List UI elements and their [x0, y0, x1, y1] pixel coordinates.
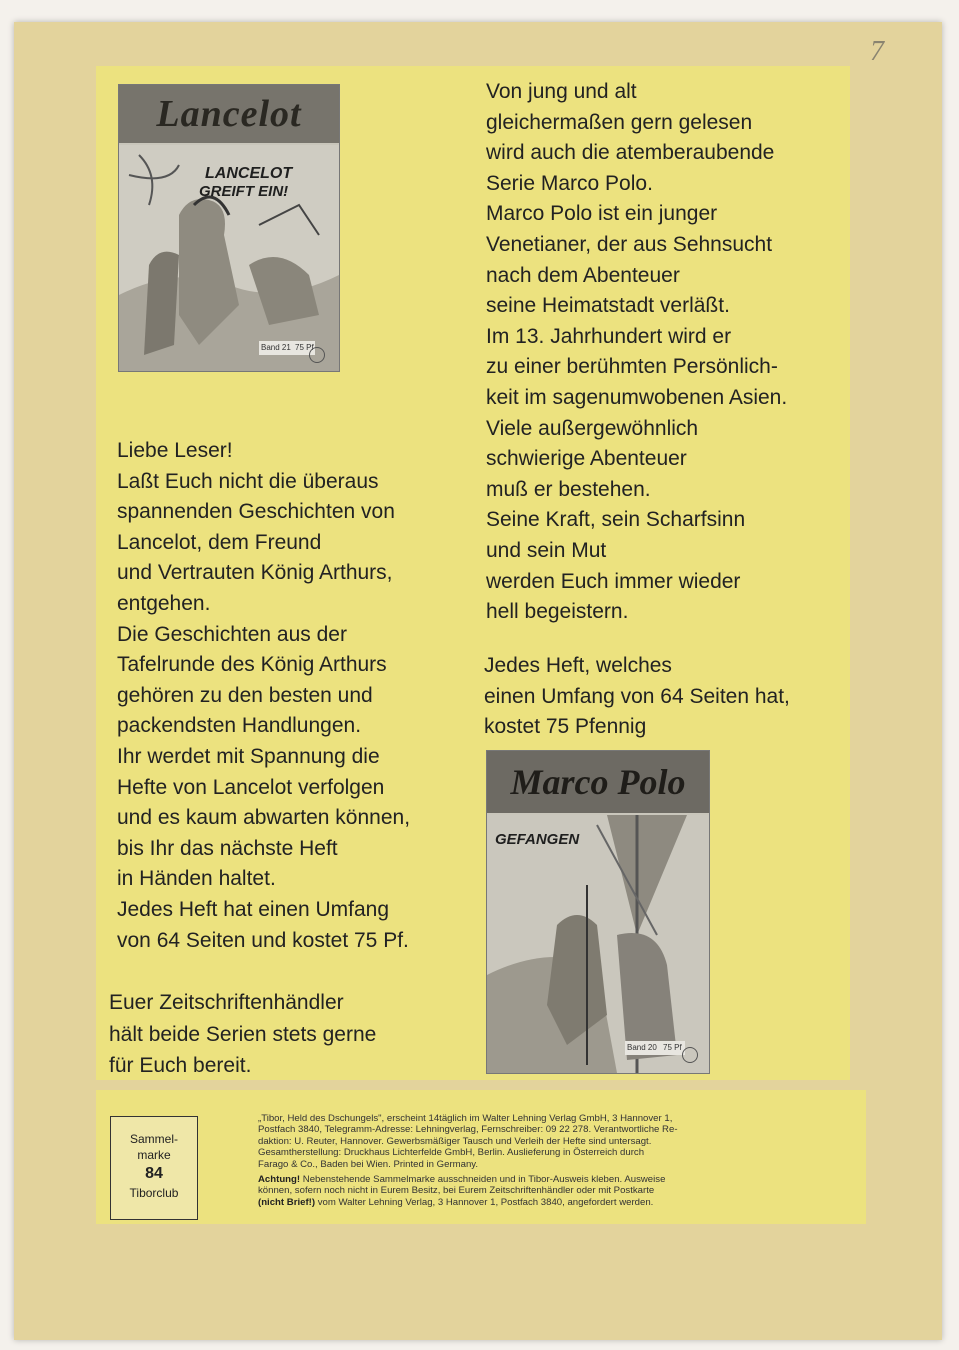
lancelot-headline-1: LANCELOT	[205, 165, 293, 182]
marco-polo-price: 75 Pf	[663, 1043, 682, 1052]
stamp-number: 84	[145, 1165, 163, 1182]
lancelot-band-label: Band 21	[261, 343, 291, 352]
text-line: gehören zu den besten und	[117, 683, 373, 707]
text-line: Viele außergewöhnlich	[486, 416, 699, 440]
notice-bold-paren: (nicht Brief!)	[258, 1196, 316, 1208]
text-line: gleichermaßen gern gelesen	[486, 110, 753, 134]
imprint-line: Farago & Co., Baden bei Wien. Printed in Germany.	[258, 1158, 479, 1170]
text-line: von 64 Seiten und kostet 75 Pf.	[117, 928, 409, 952]
text-line: spannenden Geschichten von	[117, 500, 395, 524]
lancelot-price-icon	[309, 347, 325, 363]
text-line: Serie Marco Polo.	[486, 171, 653, 195]
marco-polo-cover-image	[486, 750, 710, 1074]
marco-polo-illustration	[487, 815, 709, 1073]
notice-bold-start: Achtung!	[258, 1174, 301, 1185]
text-line: für Euch bereit.	[109, 1054, 252, 1077]
text-line: Seine Kraft, sein Scharfsinn	[486, 508, 746, 532]
lancelot-logo: Lancelot	[119, 85, 339, 143]
lancelot-description	[117, 436, 410, 956]
text-line: werden Euch immer wieder	[486, 569, 741, 593]
text-line: Laßt Euch nicht die überaus	[117, 469, 379, 493]
text-line: hält beide Serien stets gerne	[109, 1022, 377, 1046]
text-line: in Händen haltet.	[117, 867, 276, 891]
marco-polo-logo: Marco Polo	[487, 751, 709, 813]
text-line: muß er bestehen.	[486, 477, 651, 501]
text-line: zu einer berühmten Persönlich-	[486, 355, 778, 379]
imprint-line: daktion: U. Reuter, Hannover. Gewerbsmäßiger Tausch und Verleih der Hefte sind untersagt.	[258, 1135, 652, 1147]
collector-notice	[258, 1174, 665, 1208]
text-line: Jedes Heft, welches	[484, 654, 672, 677]
text-line: Die Geschichten aus der	[117, 622, 347, 646]
marco-polo-band-label: Band 20	[627, 1043, 657, 1052]
text-line: kostet 75 Pfennig	[484, 715, 647, 739]
imprint-line: „Tibor, Held des Dschungels", erscheint 14täglich im Walter Lehning Verlag GmbH, 3 Hannover 1,	[258, 1113, 673, 1124]
text-line: bis Ihr das nächste Heft	[117, 836, 338, 860]
lancelot-price: 75 Pf	[295, 343, 314, 352]
marco-polo-headline: GEFANGEN	[495, 831, 580, 848]
text-line: Lancelot, dem Freund	[117, 530, 322, 554]
text-line: einen Umfang von 64 Seiten hat,	[484, 684, 790, 708]
text-line: Im 13. Jahrhundert wird er	[486, 324, 732, 348]
stamp-line-1: Sammel-	[129, 1132, 178, 1146]
text-line: Venetianer, der aus Sehnsucht	[486, 232, 773, 256]
text-line: packendsten Handlungen.	[117, 714, 362, 738]
text-line: Tafelrunde des König Arthurs	[117, 653, 387, 677]
text-line: Von jung und alt	[486, 80, 637, 103]
notice-line-3: vom Walter Lehning Verlag, 3 Hannover 1, Postfach 3840, angefordert werden.	[315, 1196, 654, 1208]
text-line: schwierige Abenteuer	[486, 447, 687, 471]
dealer-note	[109, 987, 376, 1082]
text-line: Ihr werdet mit Spannung die	[117, 744, 380, 768]
text-line: Liebe Leser!	[117, 439, 233, 462]
imprint-line: Gesamtherstellung: Druckhaus Lichterfelde GmbH, Berlin. Auslieferung in Österreich durch	[258, 1147, 645, 1159]
imprint	[258, 1113, 678, 1170]
text-line: Hefte von Lancelot verfolgen	[117, 775, 385, 799]
marco-polo-price-icon	[682, 1047, 698, 1063]
text-line: und sein Mut	[486, 538, 607, 562]
text-line: und Vertrauten König Arthurs,	[117, 561, 393, 585]
stamp-club: Tiborclub	[129, 1186, 179, 1200]
lancelot-headline-2: GREIFT EIN!	[199, 183, 289, 200]
marco-polo-description	[486, 77, 787, 628]
stamp-line-2: marke	[137, 1148, 171, 1162]
text-line: nach dem Abenteuer	[486, 263, 680, 287]
text-line: seine Heimatstadt verläßt.	[486, 294, 730, 318]
text-line: Jedes Heft hat einen Umfang	[117, 897, 389, 921]
text-line: Euer Zeitschriftenhändler	[109, 991, 344, 1014]
imprint-line: Postfach 3840, Telegramm-Adresse: Lehningverlag, Fernschreiber: 09 22 278. Verantwortliche Re-	[258, 1124, 678, 1136]
marco-polo-price-info	[484, 651, 790, 743]
notice-line-1: Nebenstehende Sammelmarke ausschneiden und in Tibor-Ausweis kleben. Ausweise	[300, 1174, 666, 1185]
text-line: keit im sagenumwobenen Asien.	[486, 385, 788, 409]
text-line: wird auch die atemberaubende	[486, 141, 775, 165]
text-line: Marco Polo ist ein junger	[486, 202, 718, 226]
text-line: entgehen.	[117, 591, 211, 615]
page-number: 7	[870, 36, 884, 67]
collector-stamp	[110, 1116, 198, 1220]
lancelot-cover-image	[118, 84, 340, 372]
text-line: hell begeistern.	[486, 600, 629, 624]
text-line: und es kaum abwarten können,	[117, 806, 411, 830]
notice-line-2: können, sofern noch nicht in Eurem Besitz, bei Eurem Zeitschriftenhändler oder mit Postkarte	[258, 1185, 655, 1197]
